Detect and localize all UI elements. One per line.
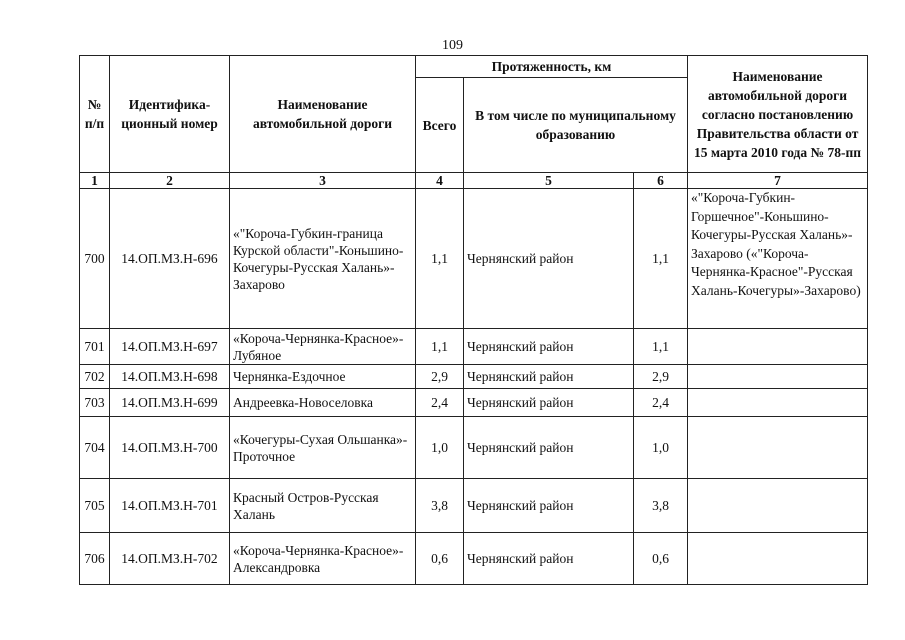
cell-name: «Короча-Чернянка-Красное»-Александровка <box>230 533 416 585</box>
cell-decree: «"Короча-Губкин-Горшечное"-Коньшино-Кочегуры-Русская Халань»-Захарово («"Короча-Чернянка-Красное"-Русская Халань-Кочегуры»-Захарово) <box>688 189 868 329</box>
cell-municipality: Чернянский район <box>464 389 634 417</box>
cell-decree <box>688 329 868 365</box>
cell-decree <box>688 417 868 479</box>
cell-km: 3,8 <box>634 479 688 533</box>
roads-table <box>79 55 868 585</box>
cell-no: 702 <box>80 365 110 389</box>
cell-municipality: Чернянский район <box>464 189 634 329</box>
cell-km: 1,1 <box>634 329 688 365</box>
header-id: Идентифика-ционный номер <box>110 56 230 173</box>
cell-km: 2,9 <box>634 365 688 389</box>
cell-name: «Короча-Чернянка-Красное»-Лубяное <box>230 329 416 365</box>
cell-total: 2,9 <box>416 365 464 389</box>
cell-no: 705 <box>80 479 110 533</box>
cell-name: Чернянка-Ездочное <box>230 365 416 389</box>
cell-km: 1,0 <box>634 417 688 479</box>
cell-km: 1,1 <box>634 189 688 329</box>
col-number: 1 <box>80 173 110 189</box>
cell-total: 1,1 <box>416 329 464 365</box>
header-no: № п/п <box>80 56 110 173</box>
cell-name: Красный Остров-Русская Халань <box>230 479 416 533</box>
cell-municipality: Чернянский район <box>464 365 634 389</box>
cell-id: 14.ОП.МЗ.Н-700 <box>110 417 230 479</box>
page-number: 109 <box>442 38 463 53</box>
col-number: 2 <box>110 173 230 189</box>
col-number: 3 <box>230 173 416 189</box>
cell-id: 14.ОП.МЗ.Н-696 <box>110 189 230 329</box>
col-number: 4 <box>416 173 464 189</box>
col-number: 6 <box>634 173 688 189</box>
cell-name: «"Короча-Губкин-граница Курской области"-Коньшино-Кочегуры-Русская Халань»-Захарово <box>230 189 416 329</box>
cell-id: 14.ОП.МЗ.Н-701 <box>110 479 230 533</box>
table-row <box>80 417 868 479</box>
cell-id: 14.ОП.МЗ.Н-697 <box>110 329 230 365</box>
header-length-group: Протяженность, км <box>416 56 688 78</box>
cell-decree <box>688 533 868 585</box>
table-row <box>80 189 868 329</box>
table-row <box>80 533 868 585</box>
header-name: Наименование автомобильной дороги <box>230 56 416 173</box>
cell-id: 14.ОП.МЗ.Н-699 <box>110 389 230 417</box>
table-row <box>80 479 868 533</box>
cell-municipality: Чернянский район <box>464 479 634 533</box>
cell-name: Андреевка-Новоселовка <box>230 389 416 417</box>
cell-id: 14.ОП.МЗ.Н-702 <box>110 533 230 585</box>
table-row <box>80 389 868 417</box>
col-number: 7 <box>688 173 868 189</box>
cell-total: 1,0 <box>416 417 464 479</box>
cell-km: 0,6 <box>634 533 688 585</box>
cell-decree <box>688 365 868 389</box>
cell-total: 0,6 <box>416 533 464 585</box>
cell-total: 1,1 <box>416 189 464 329</box>
table-row <box>80 329 868 365</box>
cell-municipality: Чернянский район <box>464 533 634 585</box>
cell-municipality: Чернянский район <box>464 329 634 365</box>
header-incl: В том числе по муниципальному образованию <box>464 78 688 173</box>
cell-name: «Кочегуры-Сухая Ольшанка»-Проточное <box>230 417 416 479</box>
cell-total: 2,4 <box>416 389 464 417</box>
header-decree: Наименование автомобильной дороги согласно постановлению Правительства области от 15 марта 2010 года № 78-пп <box>688 56 868 173</box>
cell-total: 3,8 <box>416 479 464 533</box>
cell-decree <box>688 389 868 417</box>
cell-no: 706 <box>80 533 110 585</box>
cell-no: 700 <box>80 189 110 329</box>
col-number: 5 <box>464 173 634 189</box>
cell-no: 701 <box>80 329 110 365</box>
cell-decree <box>688 479 868 533</box>
cell-id: 14.ОП.МЗ.Н-698 <box>110 365 230 389</box>
cell-municipality: Чернянский район <box>464 417 634 479</box>
header-total: Всего <box>416 78 464 173</box>
table-row <box>80 365 868 389</box>
cell-no: 704 <box>80 417 110 479</box>
cell-no: 703 <box>80 389 110 417</box>
cell-km: 2,4 <box>634 389 688 417</box>
